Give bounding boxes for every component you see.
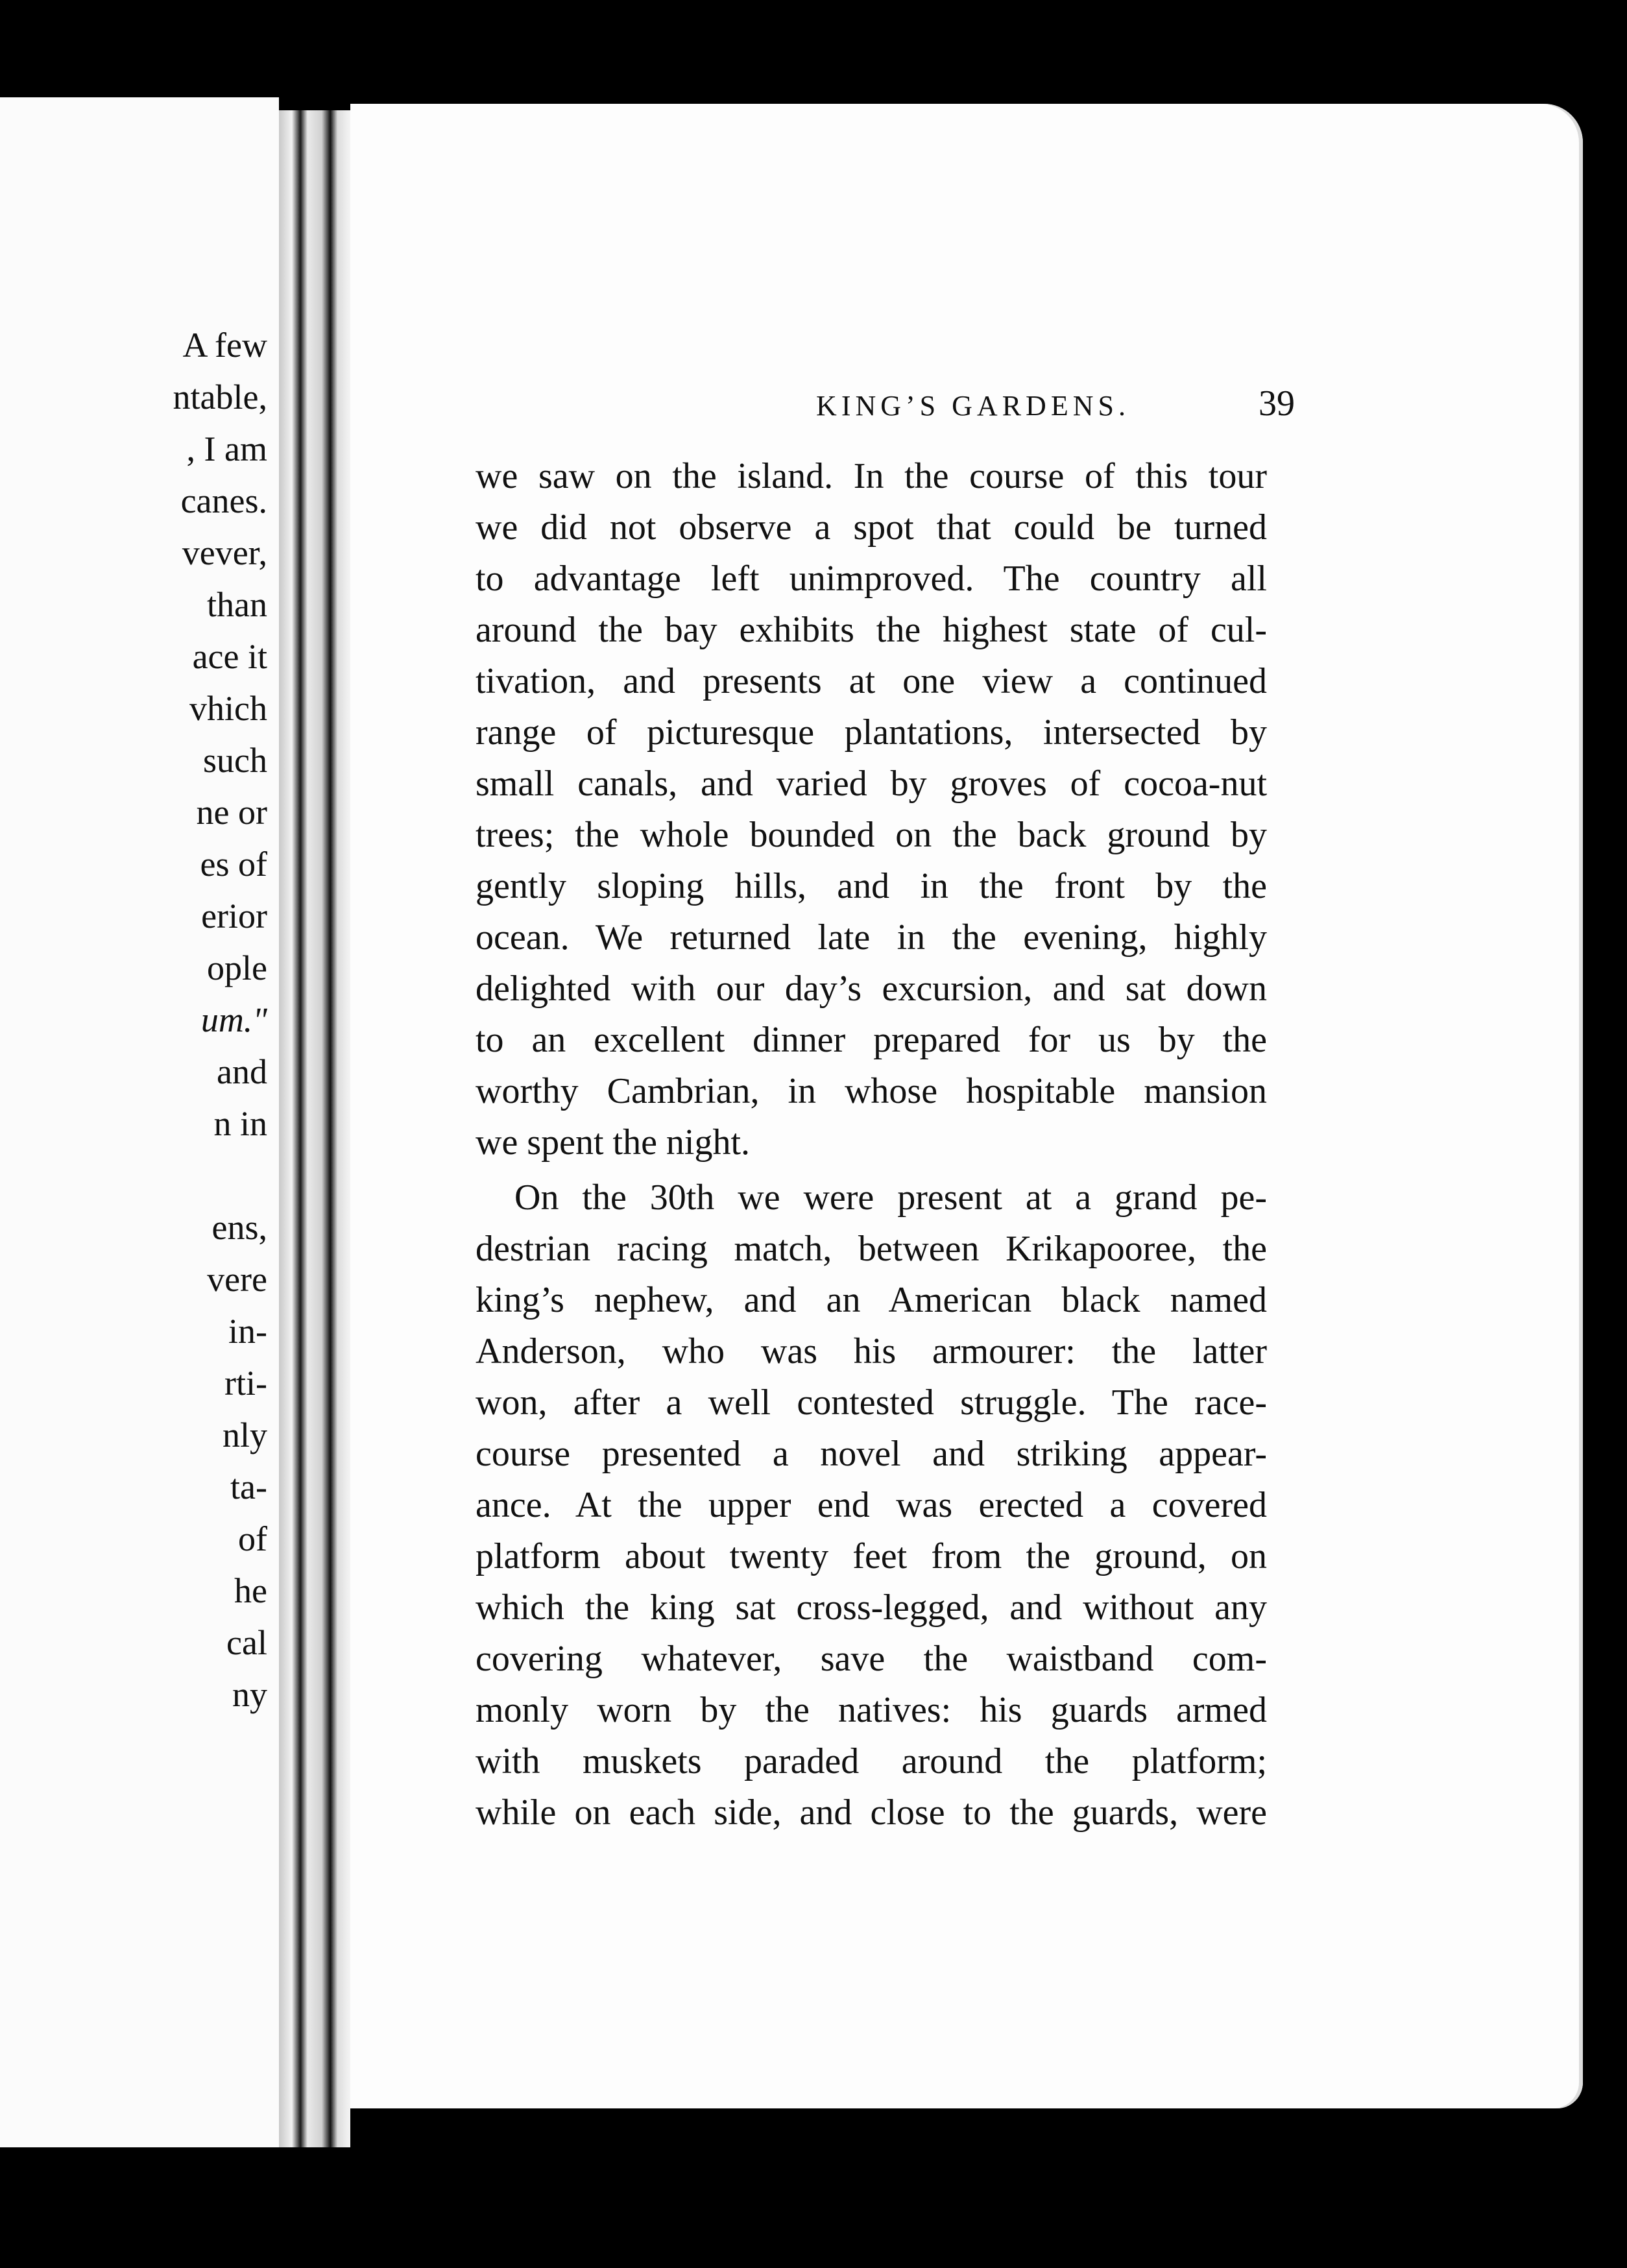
text-line: covering whatever, save the waistband com- — [476, 1639, 1267, 1679]
left-page-fragment: um." — [200, 1000, 267, 1039]
body-text — [476, 451, 1267, 1839]
text-line: small canals, and varied by groves of cocoa-nut — [476, 764, 1267, 804]
text-line: while on each side, and close to the guards, were — [476, 1792, 1267, 1833]
text-line: destrian racing match, between Krikapooree, the — [476, 1229, 1267, 1269]
left-page-fragment: es of — [200, 845, 267, 884]
text-line: monly worn by the natives: his guards armed — [476, 1690, 1267, 1730]
text-line: delighted with our day’s excursion, and sat down — [476, 969, 1267, 1009]
text-line: king’s nephew, and an American black named — [476, 1280, 1267, 1320]
left-page-fragment: ens, — [211, 1208, 267, 1247]
text-line: ocean. We returned late in the evening, highly — [476, 917, 1267, 958]
left-page-fragment: vhich — [189, 689, 267, 728]
text-line: which the king sat cross-legged, and without any — [476, 1587, 1267, 1628]
left-page-fragment: nly — [222, 1416, 267, 1454]
left-page-fragment: than — [207, 585, 267, 624]
left-page-fragment: and — [217, 1052, 267, 1091]
left-page-fragment: vere — [207, 1260, 267, 1299]
text-line: course presented a novel and striking appear- — [476, 1434, 1267, 1474]
left-page-fragment: A few — [182, 326, 267, 365]
text-line: won, after a well contested struggle. The race- — [476, 1382, 1267, 1423]
left-page-fragment: ne or — [196, 793, 267, 832]
text-line: gently sloping hills, and in the front by the — [476, 866, 1267, 906]
left-page-fragment: erior — [201, 897, 267, 935]
left-page-fragment: in- — [228, 1312, 267, 1351]
left-page-fragment: he — [234, 1571, 267, 1610]
text-line: range of picturesque plantations, intersected by — [476, 712, 1267, 753]
page-number: 39 — [1259, 383, 1295, 424]
left-page-fragment: rti- — [224, 1364, 267, 1403]
left-page-fragment: cal — [226, 1623, 267, 1662]
left-page-fragment: vever, — [182, 533, 267, 572]
text-line: we saw on the island. In the course of this tour — [476, 456, 1267, 496]
text-line: to advantage left unimproved. The country all — [476, 559, 1267, 599]
text-line: tivation, and presents at one view a continued — [476, 661, 1267, 701]
left-page-fragment: ny — [232, 1675, 267, 1714]
left-page-fragment: canes. — [180, 481, 267, 520]
left-page-fragment: ople — [207, 948, 267, 987]
left-page-fragment: ntable, — [173, 378, 267, 416]
text-line: Anderson, who was his armourer: the latter — [476, 1331, 1267, 1371]
running-head: KING’S GARDENS. — [816, 390, 1130, 422]
text-line: around the bay exhibits the highest state of cul- — [476, 610, 1267, 650]
right-page — [350, 104, 1583, 2108]
left-facing-page — [0, 97, 279, 2147]
paragraph — [476, 451, 1267, 1168]
left-page-fragment: such — [203, 741, 267, 780]
left-page-fragment: ta- — [230, 1467, 267, 1506]
text-line: worthy Cambrian, in whose hospitable mansion — [476, 1071, 1267, 1111]
book-gutter — [279, 110, 350, 2147]
text-line: On the 30th we were present at a grand pe- — [514, 1177, 1267, 1218]
text-line: trees; the whole bounded on the back ground by — [476, 815, 1267, 855]
text-line: ance. At the upper end was erected a covered — [476, 1485, 1267, 1525]
text-line: platform about twenty feet from the ground, on — [476, 1536, 1267, 1576]
left-page-fragment: of — [238, 1519, 267, 1558]
text-line: we did not observe a spot that could be turned — [476, 507, 1267, 548]
paragraph — [476, 1172, 1267, 1839]
left-page-fragment: , I am — [186, 429, 267, 468]
text-line: we spent the night. — [476, 1122, 751, 1163]
left-page-fragment: n in — [213, 1104, 267, 1143]
left-page-fragment: ace it — [192, 637, 267, 676]
text-line: to an excellent dinner prepared for us by the — [476, 1020, 1267, 1060]
text-line: with muskets paraded around the platform; — [476, 1741, 1267, 1781]
